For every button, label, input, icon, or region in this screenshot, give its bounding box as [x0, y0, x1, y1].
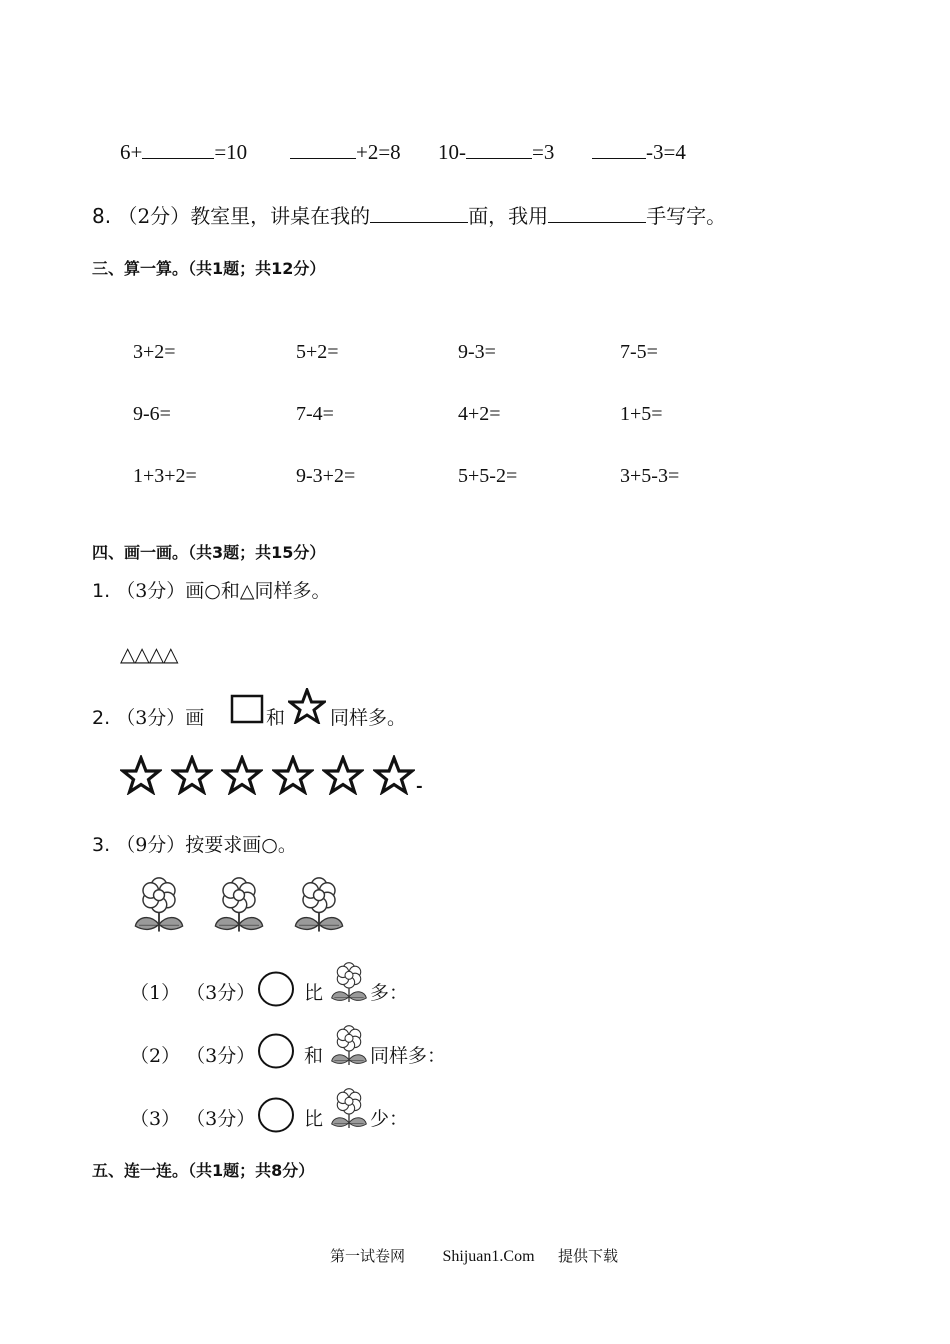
sub-tail: 多：: [370, 982, 409, 1004]
sub-number: （3）: [130, 1108, 181, 1130]
sub-score: （3分）: [186, 1045, 256, 1067]
triangle-row: △△△△: [120, 642, 178, 666]
question-text: 画: [185, 707, 205, 729]
blank-item-1: [120, 140, 247, 164]
sub-rel: 和: [304, 1045, 324, 1067]
blank-post-4: -3=4: [646, 140, 686, 164]
question-score: （3分）: [116, 707, 186, 729]
flower-icon: [291, 877, 347, 937]
sub-question-1: [130, 978, 255, 1005]
calc-cell: 9-6=: [133, 403, 171, 425]
question-score: （9分）: [116, 834, 186, 856]
question-text: 面，我用: [468, 204, 549, 228]
answer-line-4[interactable]: [592, 138, 646, 159]
calc-cell: 5+5-2=: [458, 465, 518, 487]
star-icon: [373, 755, 415, 795]
answer-line[interactable]: [370, 202, 468, 223]
small-flower-icon: [329, 1025, 369, 1069]
footer-site[interactable]: Shijuan1.Com: [442, 1248, 535, 1265]
question-number: 2.: [92, 707, 111, 729]
small-flower-icon: [329, 1088, 369, 1132]
answer-line-3[interactable]: [466, 138, 532, 159]
answer-line-2[interactable]: [290, 138, 356, 159]
question-number: 8.: [92, 204, 112, 228]
blank-pre-3: 10-: [438, 140, 466, 164]
calc-cell: 9-3=: [458, 341, 496, 363]
calc-cell: 3+2=: [133, 341, 176, 363]
sub-rel: 比: [304, 1108, 324, 1130]
section-5-heading: 五、连一连。（共1题；共8分）: [92, 1161, 315, 1180]
s4-question-2: [92, 703, 204, 730]
answer-line-1[interactable]: [142, 138, 214, 159]
sub-number: （1）: [130, 982, 181, 1004]
question-8: [92, 200, 726, 229]
flower-icon: [211, 877, 267, 937]
calc-cell: 7-4=: [296, 403, 334, 425]
star-icon: [288, 688, 326, 724]
sub-score: （3分）: [186, 1108, 256, 1130]
blank-item-2: [290, 138, 401, 165]
footer-left: 第一试卷网: [330, 1249, 406, 1265]
calc-cell: 7-5=: [620, 341, 658, 363]
fill-blank-row: [120, 138, 247, 165]
blank-item-3: [438, 138, 554, 165]
question-score: （3分）: [116, 580, 186, 602]
star-icon: [171, 755, 213, 795]
sub-question-3: [130, 1104, 255, 1131]
s4-question-1: [92, 576, 330, 603]
calc-cell: 5+2=: [296, 341, 339, 363]
circle-answer-icon[interactable]: [256, 1096, 296, 1134]
question-text: 按要求画○。: [185, 834, 297, 856]
question-text: 和: [266, 707, 286, 729]
small-flower-icon: [329, 962, 369, 1006]
circle-answer-icon[interactable]: [256, 970, 296, 1008]
star-icon: [221, 755, 263, 795]
trailing-dash: -: [416, 776, 423, 795]
flower-icon: [131, 877, 187, 937]
question-text: 同样多。: [330, 707, 407, 729]
s4-question-3: [92, 830, 297, 857]
star-icon: [120, 755, 162, 795]
footer-right: 提供下载: [558, 1249, 619, 1265]
calc-cell: 4+2=: [458, 403, 501, 425]
question-text: 手写字。: [646, 204, 727, 228]
sub-score: （3分）: [186, 982, 256, 1004]
square-icon: [230, 694, 264, 724]
sub-rel: 比: [304, 982, 324, 1004]
section-4-heading: 四、画一画。（共3题；共15分）: [92, 543, 326, 562]
footer: [330, 1245, 618, 1266]
sub-tail: 同样多：: [370, 1045, 447, 1067]
calc-cell: 1+5=: [620, 403, 663, 425]
question-number: 1.: [92, 580, 111, 602]
section-3-heading: 三、算一算。（共1题；共12分）: [92, 259, 326, 278]
star-icon: [272, 755, 314, 795]
blank-post-3: =3: [532, 140, 555, 164]
calc-cell: 1+3+2=: [133, 465, 197, 487]
star-icon: [322, 755, 364, 795]
sub-question-2: [130, 1041, 255, 1068]
calc-cell: 3+5-3=: [620, 465, 680, 487]
question-score: （2分）: [117, 204, 191, 228]
calc-cell: 9-3+2=: [296, 465, 356, 487]
question-number: 3.: [92, 834, 111, 856]
sub-tail: 少：: [370, 1108, 409, 1130]
blank-post-1: =10: [214, 140, 248, 164]
question-text: 教室里，讲桌在我的: [190, 204, 371, 228]
blank-pre-1: 6+: [120, 140, 143, 164]
circle-answer-icon[interactable]: [256, 1032, 296, 1070]
answer-line[interactable]: [548, 202, 646, 223]
question-text: 画○和△同样多。: [185, 580, 331, 602]
blank-item-4: [592, 138, 686, 165]
sub-number: （2）: [130, 1045, 181, 1067]
blank-post-2: +2=8: [356, 140, 401, 164]
